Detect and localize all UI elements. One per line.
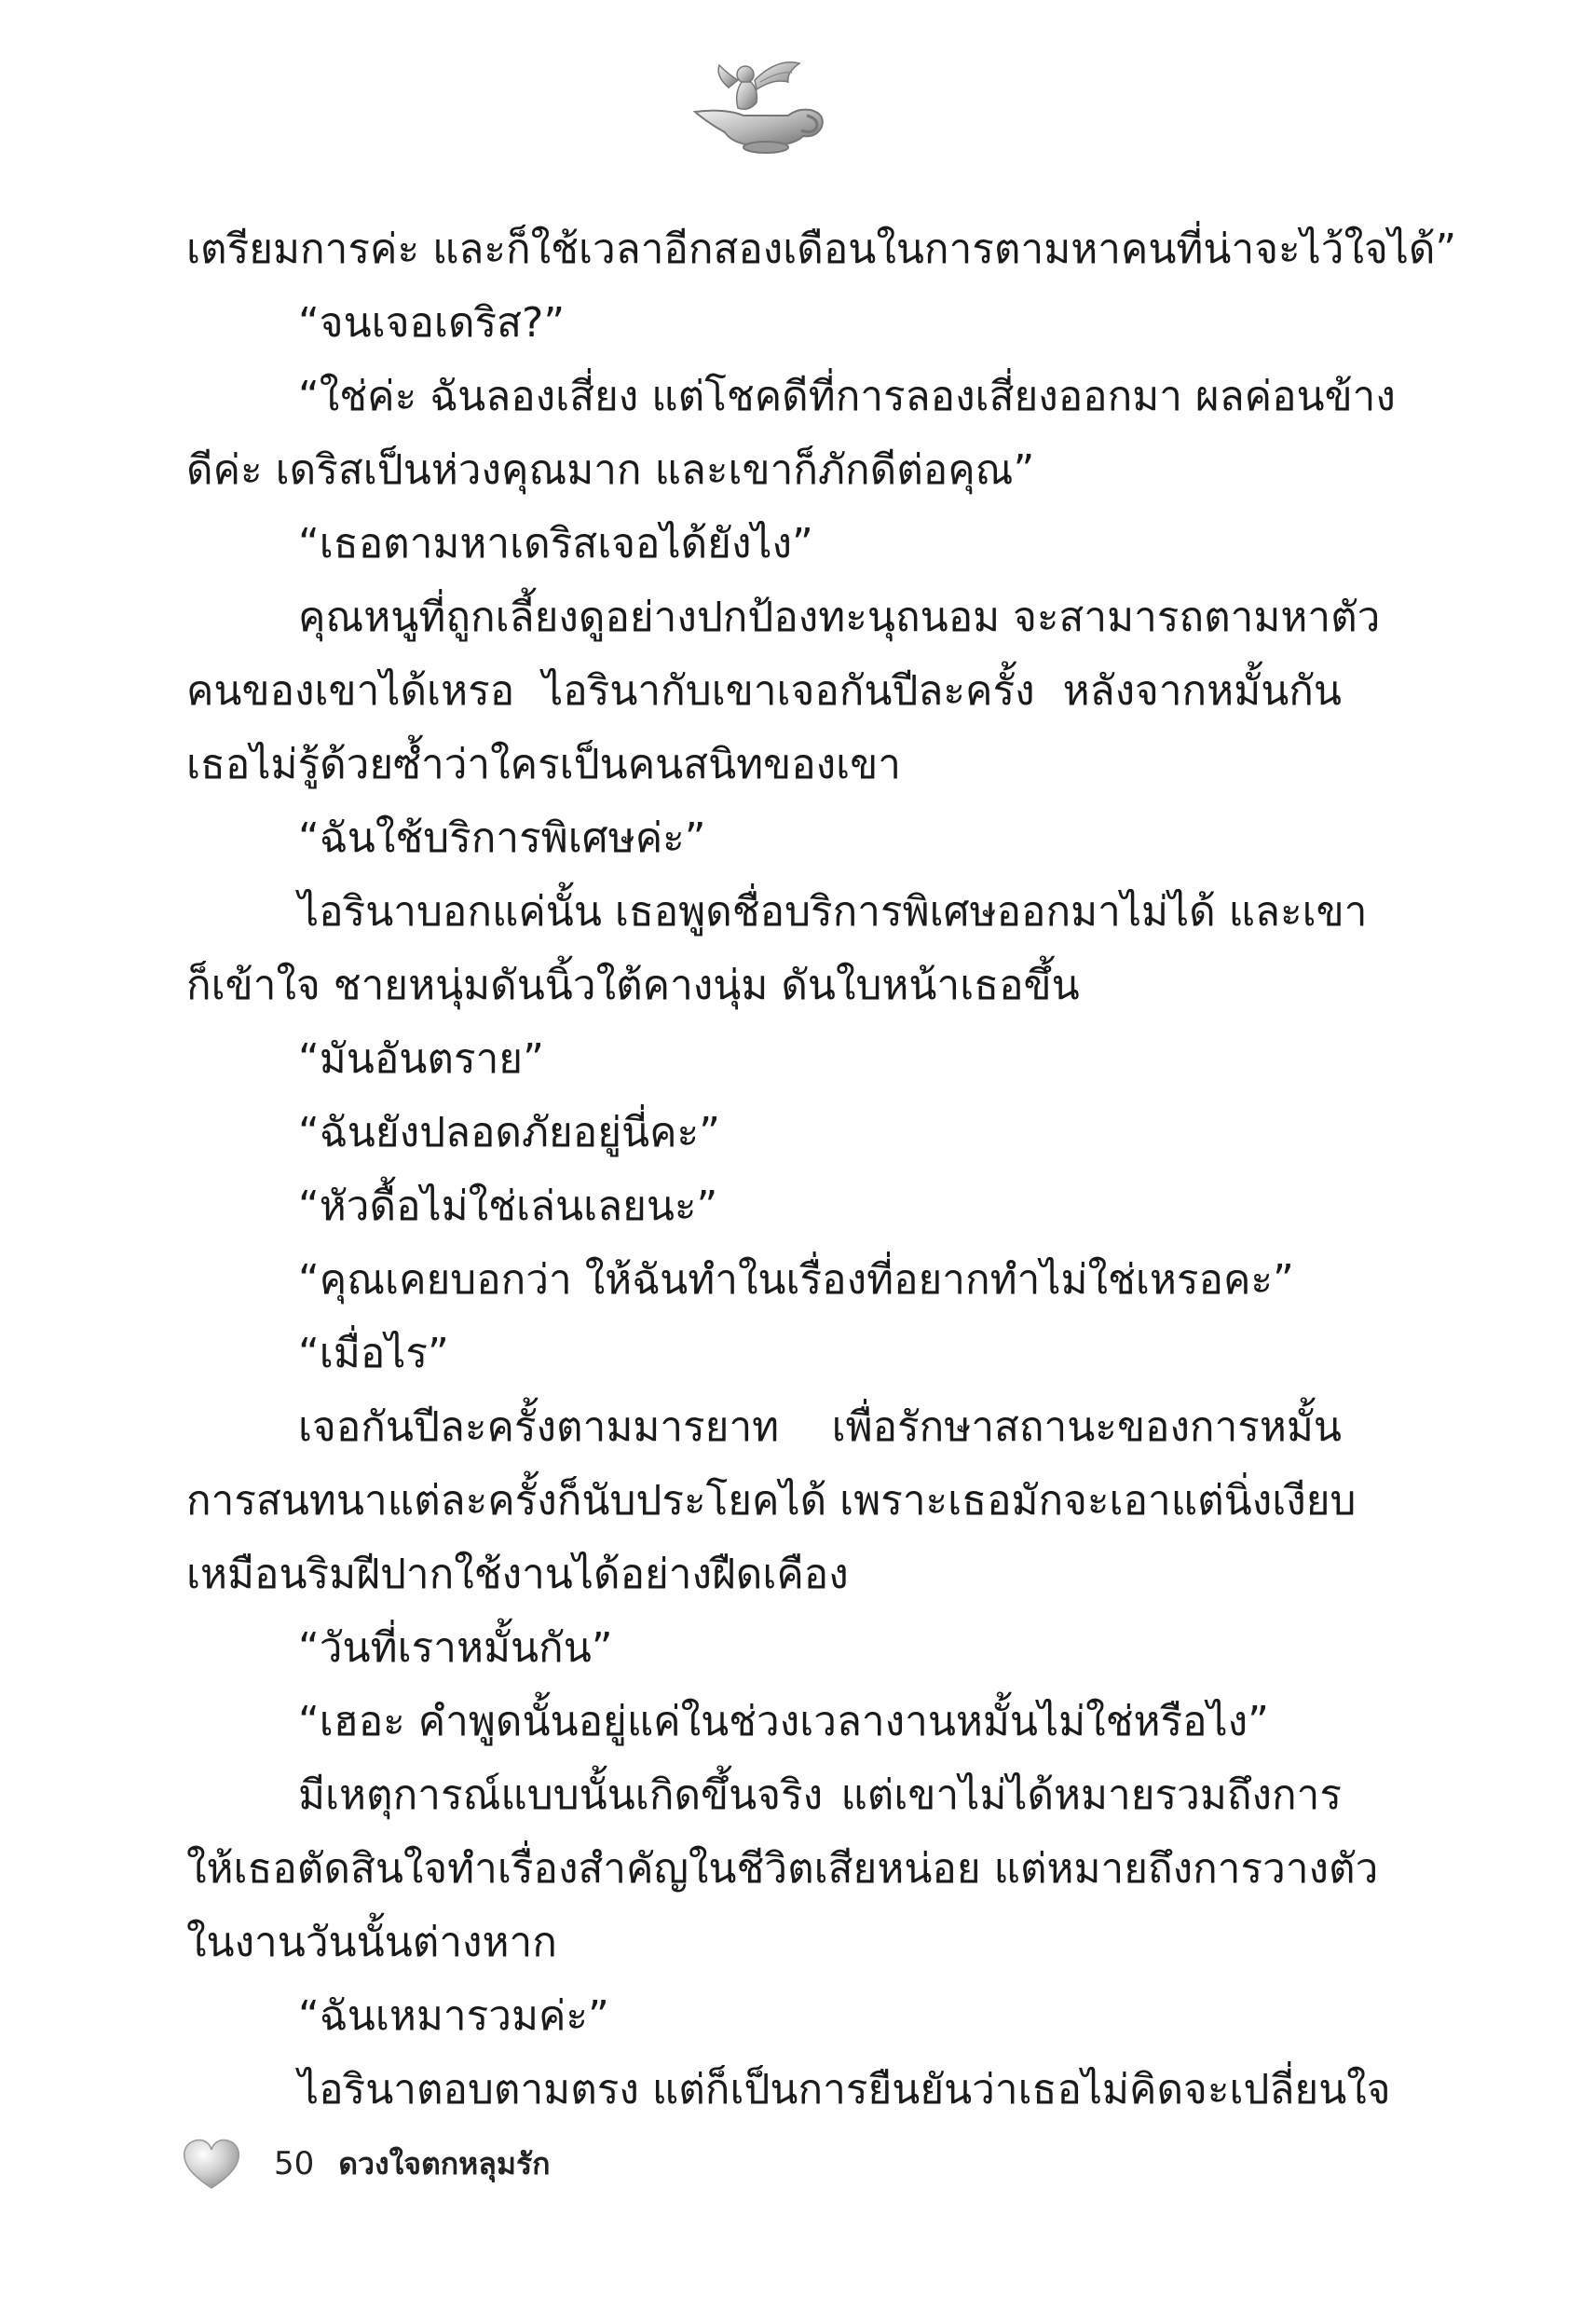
paragraph-line: เตรียมการค่ะ และก็ใช้เวลาอีกสองเดือนในการตามหาคนที่น่าจะไว้ใจได้” [186, 226, 1457, 273]
paragraph-line: ให้เธอตัดสินใจทำเรื่องสำคัญในชีวิตเสียหน่อย แต่หมายถึงการวางตัว [186, 1845, 1379, 1893]
paragraph-line: เหมือนริมฝีปากใช้งานได้อย่างฝืดเคือง [186, 1551, 849, 1598]
paragraph-line: มีเหตุการณ์แบบนั้นเกิดขึ้นจริง แต่เขาไม่ได้หมายรวมถึงการ [298, 1771, 1342, 1819]
paragraph-line: “เธอตามหาเดริสเจอได้ยังไง” [298, 520, 813, 567]
paragraph-line: คนของเขาได้เหรอ ไอรินากับเขาเจอกันปีละครั้ง หลังจากหมั้นกัน [186, 667, 1342, 715]
paragraph-line: “หัวดื้อไม่ใช่เล่นเลยนะ” [298, 1183, 718, 1230]
paragraph-line: “วันที่เราหมั้นกัน” [298, 1624, 613, 1672]
body-text [186, 212, 1457, 2126]
paragraph-line: เจอกันปีละครั้งตามมารยาท เพื่อรักษาสถานะของการหมั้น [298, 1403, 1342, 1451]
paragraph-line: คุณหนูที่ถูกเลี้ยงดูอย่างปกป้องทะนุถนอม จะสามารถตามหาตัว [298, 594, 1381, 641]
page-footer [181, 2136, 551, 2192]
book-title: ดวงใจตกหลุมรัก [338, 2145, 551, 2181]
paragraph-line: “จนเจอเดริส?” [298, 299, 566, 347]
paragraph-line: “ฉันยังปลอดภัยอยู่นี่คะ” [298, 1109, 720, 1156]
page-number: 50 [274, 2145, 315, 2182]
paragraph-line: “เฮอะ คำพูดนั้นอยู่แค่ในช่วงเวลางานหมั้นไม่ใช่หรือไง” [298, 1698, 1269, 1745]
paragraph-line: ในงานวันนั้นต่างหาก [186, 1919, 557, 1966]
paragraph-line: “มันอันตราย” [298, 1035, 544, 1083]
cupid-lamp-ornament-icon [688, 54, 827, 158]
paragraph-line: “ฉันเหมารวมค่ะ” [298, 1992, 609, 2040]
paragraph-line: ไอรินาบอกแค่นั้น เธอพูดชื่อบริการพิเศษออกมาไม่ได้ และเขา [298, 888, 1368, 936]
paragraph-line: เธอไม่รู้ด้วยซ้ำว่าใครเป็นคนสนิทของเขา [186, 741, 901, 788]
paragraph-line: “ใช่ค่ะ ฉันลองเสี่ยง แต่โชคดีที่การลองเสี่ยงออกมา ผลค่อนข้าง [298, 373, 1396, 420]
paragraph-line: “ฉันใช้บริการพิเศษค่ะ” [298, 814, 706, 862]
paragraph-line: ก็เข้าใจ ชายหนุ่มดันนิ้วใต้คางนุ่ม ดันใบหน้าเธอขึ้น [186, 962, 1080, 1009]
paragraph-line: การสนทนาแต่ละครั้งก็นับประโยคได้ เพราะเธอมักจะเอาแต่นิ่งเงียบ [186, 1477, 1357, 1525]
paragraph-line: ดีค่ะ เดริสเป็นห่วงคุณมาก และเขาก็ภักดีต่อคุณ” [186, 446, 1035, 494]
paragraph-line: ไอรินาตอบตามตรง แต่ก็เป็นการยืนยันว่าเธอไม่คิดจะเปลี่ยนใจ [298, 2066, 1391, 2113]
paragraph-line: “เมื่อไร” [298, 1330, 449, 1377]
paragraph-line: “คุณเคยบอกว่า ให้ฉันทำในเรื่องที่อยากทำไม่ใช่เหรอคะ” [298, 1256, 1294, 1304]
heart-icon [181, 2137, 242, 2191]
